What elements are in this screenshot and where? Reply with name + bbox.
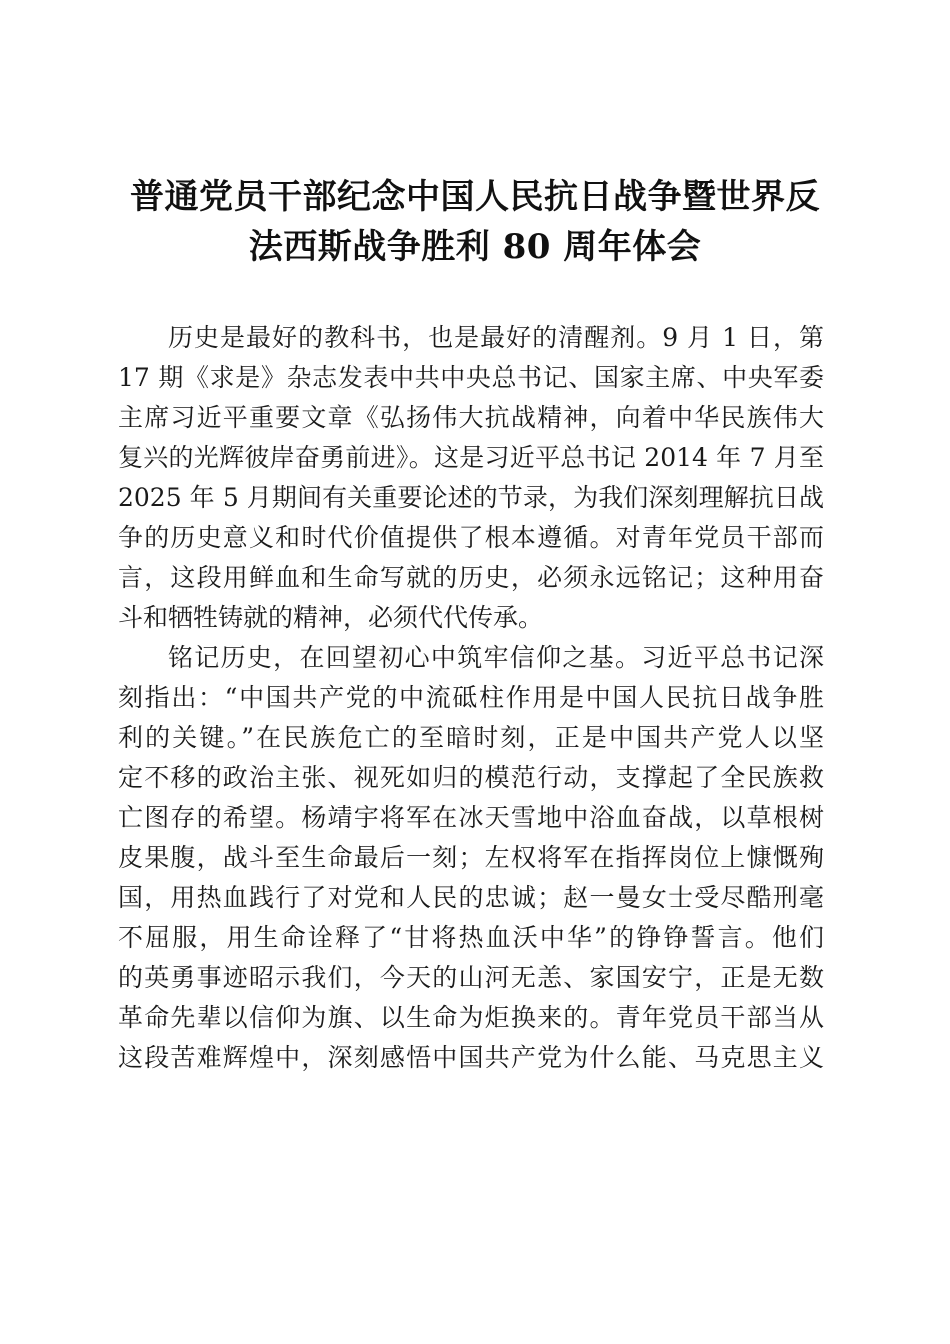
text-line: 主席习近平重要文章《弘扬伟大抗战精神，向着中华民族伟大 [118, 403, 824, 432]
text-line: 复兴的光辉彼岸奋勇前进》。这是习近平总书记 2014 年 7 月至 [118, 443, 824, 472]
text-line: 17 期《求是》杂志发表中共中央总书记、国家主席、中央军委 [118, 363, 824, 392]
text-line: 刻指出：“中国共产党的中流砥柱作用是中国人民抗日战争胜 [118, 683, 824, 712]
text-line: 皮果腹，战斗至生命最后一刻；左权将军在指挥岗位上慷慨殉 [118, 843, 824, 872]
text-line: 争的历史意义和时代价值提供了根本遵循。对青年党员干部而 [118, 523, 824, 552]
document-body [118, 318, 824, 1078]
text-line: 亡图存的希望。杨靖宇将军在冰天雪地中浴血奋战，以草根树 [118, 803, 824, 832]
text-line: 的英勇事迹昭示我们，今天的山河无恙、家国安宁，正是无数 [118, 963, 824, 992]
text-line: 国，用热血践行了对党和人民的忠诚；赵一曼女士受尽酷刑毫 [118, 883, 824, 912]
title-line-1: 普通党员干部纪念中国人民抗日战争暨世界反 [130, 177, 820, 217]
text-line: 斗和牺牲铸就的精神，必须代代传承。 [118, 603, 544, 632]
text-line: 铭记历史，在回望初心中筑牢信仰之基。习近平总书记深 [168, 643, 824, 672]
text-line: 言，这段用鲜血和生命写就的历史，必须永远铭记；这种用奋 [118, 563, 824, 592]
text-line: 2025 年 5 月期间有关重要论述的节录，为我们深刻理解抗日战 [118, 483, 824, 512]
text-line: 这段苦难辉煌中，深刻感悟中国共产党为什么能、马克思主义 [118, 1043, 824, 1072]
text-line: 不屈服，用生命诠释了“甘将热血沃中华”的铮铮誓言。他们 [118, 923, 824, 952]
text-line: 利的关键。”在民族危亡的至暗时刻，正是中国共产党人以坚 [118, 723, 824, 752]
title-line-2: 法西斯战争胜利 80 周年体会 [248, 227, 702, 267]
text-line: 定不移的政治主张、视死如归的模范行动，支撑起了全民族救 [118, 763, 824, 792]
text-line: 革命先辈以信仰为旗、以生命为炬换来的。青年党员干部当从 [118, 1003, 824, 1032]
document-title [100, 172, 850, 272]
text-line: 历史是最好的教科书，也是最好的清醒剂。9 月 1 日，第 [168, 323, 824, 352]
paragraph-1 [118, 318, 824, 638]
paragraph-2 [118, 638, 824, 1078]
